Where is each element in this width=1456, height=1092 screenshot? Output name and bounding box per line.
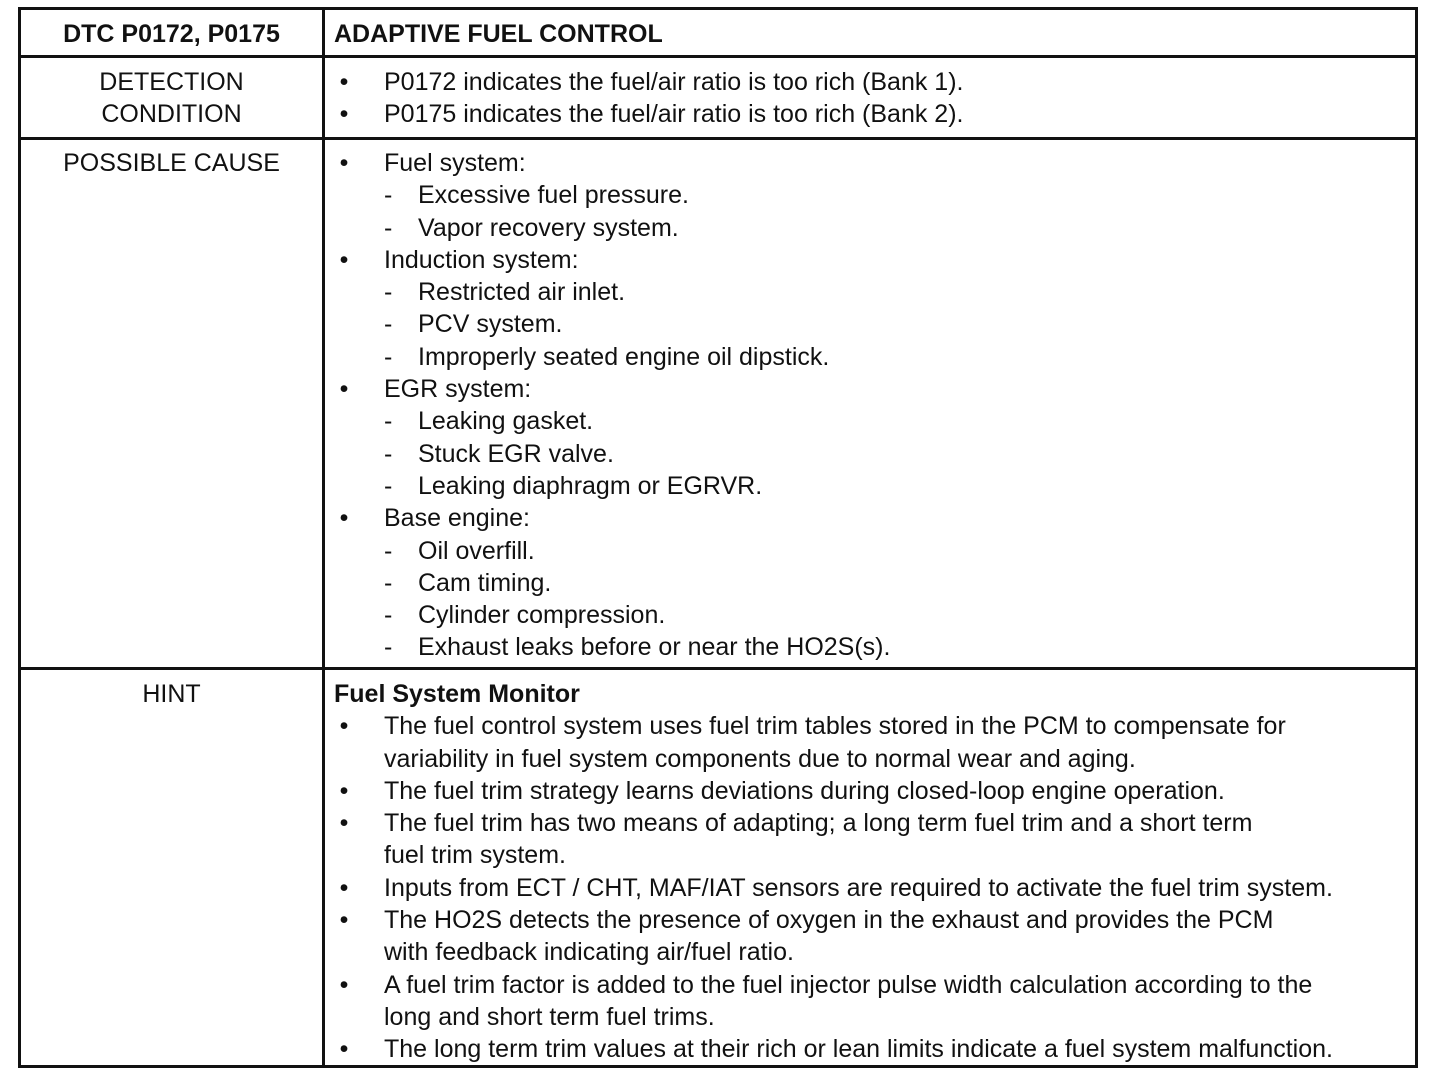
sub-item: - Leaking diaphragm or EGRVR. (334, 470, 1409, 502)
bullet-icon: • (339, 375, 349, 404)
column-divider (322, 10, 325, 1065)
list-item: • The fuel trim has two means of adapting; a long term fuel trim and a short term (334, 807, 1409, 839)
detection-label-line2: CONDITION (101, 100, 242, 128)
dash-icon: - (384, 213, 393, 242)
bullet-icon: • (339, 100, 349, 129)
detection-label (21, 66, 322, 130)
bullet-icon: • (339, 149, 349, 177)
list-item-continuation: long and short term fuel trims. (384, 1002, 715, 1031)
sub-item: - Cam timing. (334, 567, 1409, 599)
dash-icon: - (384, 568, 393, 597)
sub-item: - Stuck EGR valve. (334, 438, 1409, 470)
sub-item: - Excessive fuel pressure. (334, 179, 1409, 211)
bullet-icon: • (339, 873, 349, 902)
sub-item: - Improperly seated engine oil dipstick. (334, 341, 1409, 373)
dash-icon: - (384, 601, 393, 630)
bullet-icon: • (339, 68, 349, 96)
row-divider-2 (21, 137, 1415, 140)
dash-icon: - (384, 471, 393, 500)
list-item: • The fuel control system uses fuel trim tables stored in the PCM to compensate for (334, 710, 1409, 742)
list-item: • The fuel trim strategy learns deviations during closed-loop engine operation. (334, 775, 1409, 807)
bullet-icon: • (339, 970, 349, 999)
list-item: • P0172 indicates the fuel/air ratio is too rich (Bank 1). (334, 66, 1409, 98)
list-item-continuation: variability in fuel system components due to normal wear and aging. (384, 744, 1136, 773)
bullet-icon: • (339, 906, 349, 935)
list-item: • The HO2S detects the presence of oxygen in the exhaust and provides the PCM (334, 904, 1409, 936)
dtc-table (18, 7, 1418, 1068)
bullet-icon: • (339, 245, 349, 274)
list-item: • P0175 indicates the fuel/air ratio is too rich (Bank 2). (334, 98, 1409, 130)
bullet-icon: • (339, 504, 349, 533)
dash-icon: - (384, 181, 393, 210)
list-item-continuation: fuel trim system. (384, 841, 566, 870)
sub-item: - Cylinder compression. (334, 599, 1409, 631)
sub-item: - Vapor recovery system. (334, 212, 1409, 244)
hint-subheading: Fuel System Monitor (334, 680, 580, 708)
list-item: • Base engine: (334, 502, 1409, 534)
list-item-continuation: with feedback indicating air/fuel ratio. (384, 938, 794, 967)
list-item: • The long term trim values at their rich or lean limits indicate a fuel system malfunction. (334, 1033, 1409, 1065)
bullet-icon: • (339, 776, 349, 805)
sub-item: - PCV system. (334, 308, 1409, 340)
dash-icon: - (384, 342, 393, 371)
list-item: • Inputs from ECT / CHT, MAF/IAT sensors are required to activate the fuel trim system. (334, 872, 1409, 904)
sub-item: - Oil overfill. (334, 535, 1409, 567)
dash-icon: - (384, 310, 393, 339)
dtc-code-label: DTC P0172, P0175 (63, 20, 280, 48)
bullet-icon: • (339, 712, 349, 741)
list-item: • A fuel trim factor is added to the fuel injector pulse width calculation according to the (334, 969, 1409, 1001)
dash-icon: - (384, 633, 393, 662)
dash-icon: - (384, 407, 393, 436)
possible-cause-label: POSSIBLE CAUSE (63, 149, 280, 177)
sub-item: - Exhaust leaks before or near the HO2S(s). (334, 631, 1409, 663)
detection-cell (334, 66, 1409, 131)
table-title: ADAPTIVE FUEL CONTROL (334, 20, 663, 48)
sub-item: - Leaking gasket. (334, 405, 1409, 437)
list-item: • Induction system: (334, 244, 1409, 276)
possible-cause-cell (334, 147, 1409, 664)
dash-icon: - (384, 439, 393, 468)
list-item: • EGR system: (334, 373, 1409, 405)
list-item: • Fuel system: (334, 147, 1409, 179)
bullet-icon: • (339, 1035, 349, 1064)
dash-icon: - (384, 536, 393, 565)
sub-item: - Restricted air inlet. (334, 276, 1409, 308)
hint-label: HINT (142, 680, 201, 708)
hint-cell (334, 678, 1409, 1066)
dash-icon: - (384, 278, 393, 307)
row-divider-1 (21, 55, 1415, 58)
bullet-icon: • (339, 809, 349, 838)
detection-label-line1: DETECTION (99, 68, 244, 96)
row-divider-3 (21, 667, 1415, 670)
